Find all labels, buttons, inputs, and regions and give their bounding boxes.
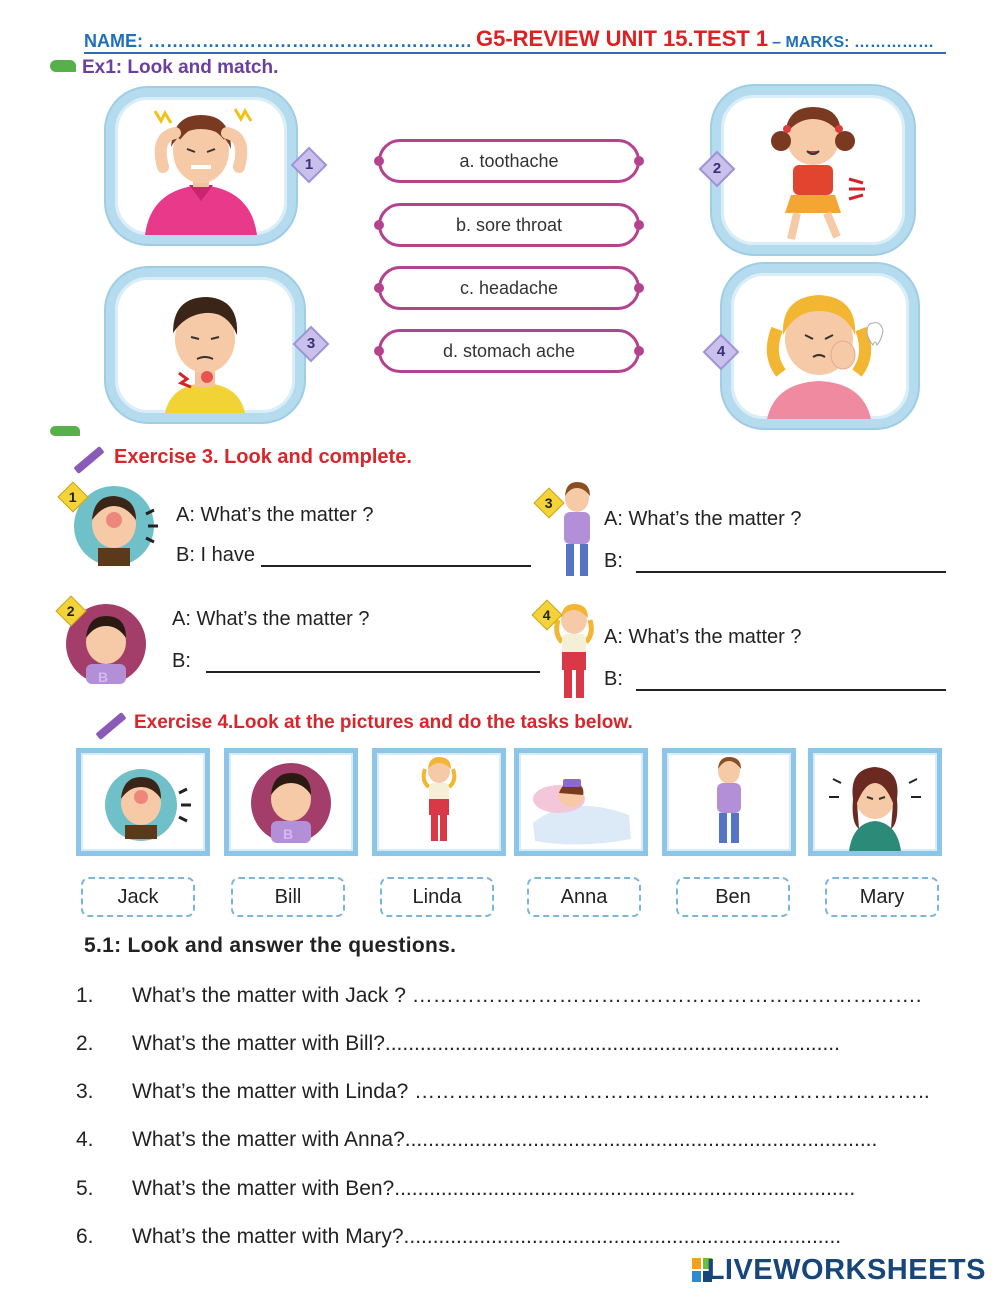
- jack-headache-illustration: [81, 753, 205, 851]
- picture-mary: [808, 748, 942, 856]
- ben-stomachache-illustration: [667, 753, 791, 851]
- question-text: What’s the matter with Ben?...............................................................................: [132, 1177, 856, 1200]
- linda-sore-throat-illustration: [377, 753, 501, 851]
- ex3-q4-answer-blank[interactable]: [636, 669, 946, 691]
- question-number: 5.: [76, 1177, 94, 1200]
- question-number: 6.: [76, 1225, 94, 1248]
- ex3-q1-answer-prefix: B: I have: [176, 544, 255, 566]
- ex3-q1-answer-blank[interactable]: [261, 545, 531, 567]
- leaf-icon: [50, 426, 80, 436]
- question-text: What’s the matter with Linda? ………………………………………………………………..: [132, 1080, 930, 1103]
- bill-toothache-illustration: [229, 753, 353, 851]
- match-number-3: 3: [293, 326, 330, 363]
- ex3-q2-answer: [172, 650, 540, 673]
- picture-linda: [372, 748, 506, 856]
- ex3-number-2: 2: [55, 595, 86, 626]
- question-row[interactable]: [76, 1128, 877, 1152]
- name-label-jack[interactable]: Jack: [81, 877, 195, 917]
- match-number-2: 2: [699, 151, 736, 188]
- picture-sore-throat-boy: [106, 268, 304, 422]
- liveworksheets-brand: LIVEWORKSHEETS: [706, 1254, 986, 1286]
- pencil-icon: [95, 712, 126, 740]
- question-row[interactable]: [76, 1225, 841, 1249]
- pencil-icon: [73, 446, 104, 474]
- boy-stomachache-avatar: [552, 480, 602, 580]
- question-text: What’s the matter with Mary?...........................................................................: [132, 1225, 842, 1248]
- match-option-d[interactable]: d. stomach ache: [378, 329, 640, 373]
- ex3-q3-answer-blank[interactable]: [636, 551, 946, 573]
- ex3-title: Exercise 3. Look and complete.: [114, 446, 412, 468]
- mary-headache-illustration: [813, 753, 937, 851]
- picture-jack: [76, 748, 210, 856]
- worksheet-header: [84, 26, 946, 54]
- question-row[interactable]: [76, 1080, 930, 1104]
- question-text: What’s the matter with Jack ? ……………………………………………………………….: [132, 984, 922, 1007]
- match-option-a[interactable]: a. toothache: [378, 139, 640, 183]
- name-label-linda[interactable]: Linda: [380, 877, 494, 917]
- match-number-1: 1: [291, 147, 328, 184]
- name-label-mary[interactable]: Mary: [825, 877, 939, 917]
- match-option-b[interactable]: b. sore throat: [378, 203, 640, 247]
- leaf-icon: [50, 60, 76, 72]
- ex3-q1-question: A: What’s the matter ?: [176, 504, 374, 526]
- ex3-q2-answer-prefix: B:: [172, 650, 191, 672]
- ex3-q2-answer-blank[interactable]: [206, 651, 540, 673]
- question-row[interactable]: [76, 984, 922, 1008]
- ex3-q4-question: A: What’s the matter ?: [604, 626, 802, 648]
- ex3-number-4: 4: [531, 599, 562, 630]
- picture-anna: [514, 748, 648, 856]
- match-number-4: 4: [703, 334, 740, 371]
- picture-stomach-girl: [712, 86, 914, 254]
- match-option-c[interactable]: c. headache: [378, 266, 640, 310]
- picture-ben: [662, 748, 796, 856]
- boy-sore-throat-illustration: [115, 277, 295, 413]
- shirt-letter: B: [98, 669, 109, 685]
- ex3-q3-answer: [604, 550, 946, 573]
- question-number: 3.: [76, 1080, 94, 1103]
- ex3-q4-answer-prefix: B:: [604, 668, 623, 690]
- question-text: What’s the matter with Anna?.................................................................................: [132, 1128, 878, 1151]
- question-number: 1.: [76, 984, 94, 1007]
- question-text: What’s the matter with Bill?..............................................................................: [132, 1032, 840, 1055]
- woman-headache-illustration: [115, 97, 287, 235]
- name-label-ben[interactable]: Ben: [676, 877, 790, 917]
- question-row[interactable]: [76, 1177, 855, 1201]
- name-field-label[interactable]: NAME: ………………………………………………: [84, 31, 472, 51]
- ex1-title: Ex1: Look and match.: [82, 57, 279, 78]
- ex3-q2-question: A: What’s the matter ?: [172, 608, 370, 630]
- ex3-number-1: 1: [57, 481, 88, 512]
- question-number: 4.: [76, 1128, 94, 1151]
- name-label-anna[interactable]: Anna: [527, 877, 641, 917]
- picture-toothache-girl: [722, 264, 918, 428]
- name-label-bill[interactable]: Bill: [231, 877, 345, 917]
- picture-headache-woman: [106, 88, 296, 244]
- ex3-q1-answer: [176, 544, 531, 567]
- picture-bill: [224, 748, 358, 856]
- question-number: 2.: [76, 1032, 94, 1055]
- ex4-title: Exercise 4.Look at the pictures and do the tasks below.: [134, 712, 633, 733]
- ex3-q3-question: A: What’s the matter ?: [604, 508, 802, 530]
- marks-field-label[interactable]: – MARKS: ……………: [772, 34, 934, 51]
- q51-title: 5.1: Look and answer the questions.: [84, 934, 457, 957]
- girl-toothache-illustration: [731, 273, 909, 419]
- ex3-number-3: 3: [533, 487, 564, 518]
- shirt-letter: B: [283, 826, 294, 842]
- ex3-q3-answer-prefix: B:: [604, 550, 623, 572]
- worksheet-title: G5-REVIEW UNIT 15.TEST 1: [476, 26, 769, 51]
- question-row[interactable]: [76, 1032, 840, 1056]
- ex3-q4-answer: [604, 668, 946, 691]
- anna-fever-illustration: [519, 753, 643, 851]
- girl-stomachache-illustration: [721, 95, 905, 245]
